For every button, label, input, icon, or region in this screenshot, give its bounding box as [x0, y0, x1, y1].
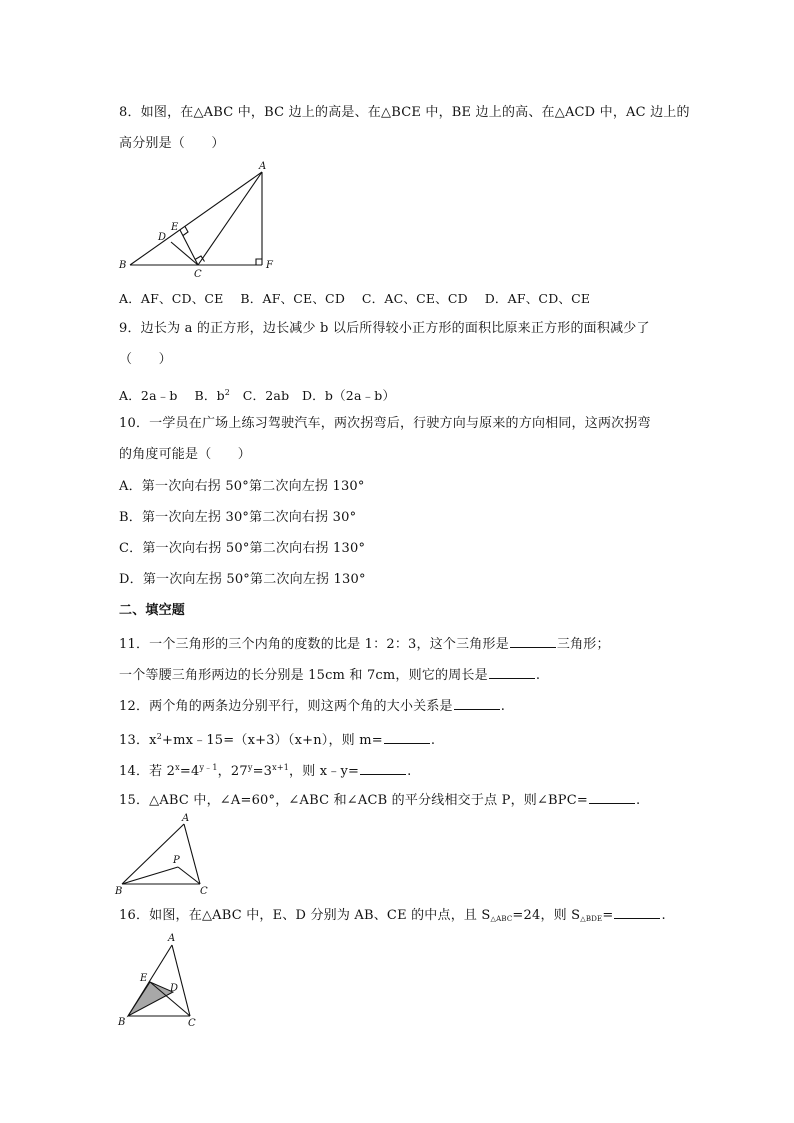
q14-text-part2: =4 — [179, 764, 200, 779]
q8-label-D: D — [158, 232, 167, 243]
q10-option-c: C．第一次向右拐 50°第二次向右拐 130° — [119, 541, 366, 556]
q14-suffix: . — [407, 764, 412, 779]
q12-text: 12．两个角的两条边分别平行，则这两个角的大小关系是 — [119, 699, 453, 714]
q13-line — [119, 728, 435, 750]
q14-exponent-1: x — [175, 763, 180, 772]
q11-answer-blank-2[interactable] — [489, 665, 535, 679]
q15-label-P: P — [173, 855, 180, 866]
q8-triangle-figure — [110, 160, 290, 280]
q16-shaded-region-BDE — [128, 982, 173, 1016]
q8-segment-AC — [198, 172, 262, 265]
q13-suffix: . — [430, 733, 436, 748]
q8-segment-CD — [171, 242, 198, 265]
q14-line — [119, 759, 412, 781]
q11-line2 — [119, 665, 540, 685]
q9-stem-line2: （ ） — [119, 352, 172, 367]
q13-exponent: 2 — [156, 732, 162, 741]
q15-text: 15．△ABC 中，∠A=60°，∠ABC 和∠ACB 的平分线相交于点 P，则∠BPC= — [119, 793, 588, 808]
q15-triangle-figure — [112, 810, 222, 900]
q8-options: A．AF、CD、CE B．AF、CE、CD C．AC、CE、CD D．AF、CD、CE — [119, 291, 591, 306]
q8-stem-line1: 8．如图，在△ABC 中，BC 边上的高是、在△BCE 中，BE 边上的高、在△ACD 中，AC 边上的 — [119, 105, 690, 120]
q12-answer-blank[interactable] — [454, 696, 500, 710]
q16-label-C: C — [188, 1018, 196, 1029]
q11-line1-text: 11．一个三角形的三个内角的度数的比是 1：2：3，这个三角形是 — [119, 637, 509, 652]
q13-answer-blank[interactable] — [384, 730, 430, 744]
q10-option-b: B．第一次向左拐 30°第二次向右拐 30° — [119, 510, 357, 525]
section-title-fill-blank: 二、填空题 — [119, 603, 186, 618]
q16-subscript-2: △BDE — [580, 915, 603, 923]
q16-text-part3: = — [602, 908, 614, 923]
q12-suffix: . — [500, 699, 506, 714]
q10-stem-line2: 的角度可能是（ ） — [119, 447, 252, 462]
q9-options-exponent: 2 — [224, 388, 231, 397]
q8-stem-line2: 高分别是（ ） — [119, 136, 225, 151]
q15-suffix: . — [636, 793, 641, 808]
q16-label-A: A — [168, 933, 176, 944]
q16-label-D: D — [170, 983, 179, 994]
q14-exponent-2: y﹣1 — [199, 763, 218, 772]
q8-label-B: B — [119, 260, 127, 271]
q16-label-E: E — [140, 973, 148, 984]
q16-text-part2: =24，则 S — [512, 908, 581, 923]
q11-line2-suffix: . — [535, 668, 541, 683]
q10-option-a: A．第一次向右拐 50°第二次向左拐 130° — [119, 479, 365, 494]
q8-right-angle-F — [256, 259, 262, 265]
q15-answer-blank[interactable] — [589, 790, 635, 804]
q16-segment-AC — [172, 945, 190, 1016]
q9-options-part1: A．2a﹣b B．b — [119, 388, 225, 403]
q15-label-A: A — [182, 813, 190, 824]
q16-text-part1: 16．如图，在△ABC 中，E、D 分别为 AB、CE 的中点，且 S — [119, 908, 491, 923]
q14-text-part3: ，27 — [217, 764, 248, 779]
q9-options — [119, 384, 395, 405]
q12-line — [119, 696, 505, 716]
q8-label-A: A — [259, 161, 267, 172]
q8-label-F: F — [266, 260, 273, 271]
q14-exponent-4: x+1 — [272, 763, 290, 772]
q14-exponent-3: y — [247, 763, 253, 772]
q9-options-part2: C．2ab D．b（2a﹣b） — [230, 388, 396, 403]
q8-right-angle-E — [183, 227, 188, 236]
q11-line2-text: 一个等腰三角形两边的长分别是 15cm 和 7cm，则它的周长是 — [119, 668, 488, 683]
q13-text-part1: 13．x — [119, 733, 157, 748]
q13-text-part2: +mx﹣15=（x+3）（x+n），则 m= — [161, 733, 383, 748]
q15-segment-AC — [184, 824, 200, 884]
q14-text-part1: 14．若 2 — [119, 764, 176, 779]
q14-text-part5: ，则 x﹣y= — [289, 764, 360, 779]
q16-subscript-1: △ABC — [490, 915, 513, 923]
q15-line — [119, 790, 640, 810]
q16-triangle-figure — [112, 925, 222, 1035]
q16-segment-AB — [128, 945, 172, 1016]
q11-line1 — [119, 634, 610, 654]
q8-label-E: E — [171, 222, 179, 233]
q14-text-part4: =3 — [252, 764, 273, 779]
q15-label-C: C — [200, 886, 208, 897]
q8-label-C: C — [194, 269, 202, 280]
q16-answer-blank[interactable] — [614, 905, 660, 919]
q16-label-B: B — [118, 1017, 126, 1028]
q14-answer-blank[interactable] — [360, 761, 406, 775]
q8-segment-AB — [130, 172, 262, 265]
q9-stem-line1: 9．边长为 a 的正方形，边长减少 b 以后所得较小正方形的面积比原来正方形的面积减少了 — [119, 321, 650, 336]
q10-stem-line1: 10．一学员在广场上练习驾驶汽车，两次拐弯后，行驶方向与原来的方向相同，这两次拐弯 — [119, 416, 651, 431]
q10-option-d: D．第一次向左拐 50°第二次向左拐 130° — [119, 572, 366, 587]
q15-label-B: B — [115, 886, 123, 897]
q11-line1-suffix: 三角形； — [556, 637, 610, 652]
q16-suffix: . — [661, 908, 666, 923]
q11-answer-blank-1[interactable] — [510, 634, 556, 648]
